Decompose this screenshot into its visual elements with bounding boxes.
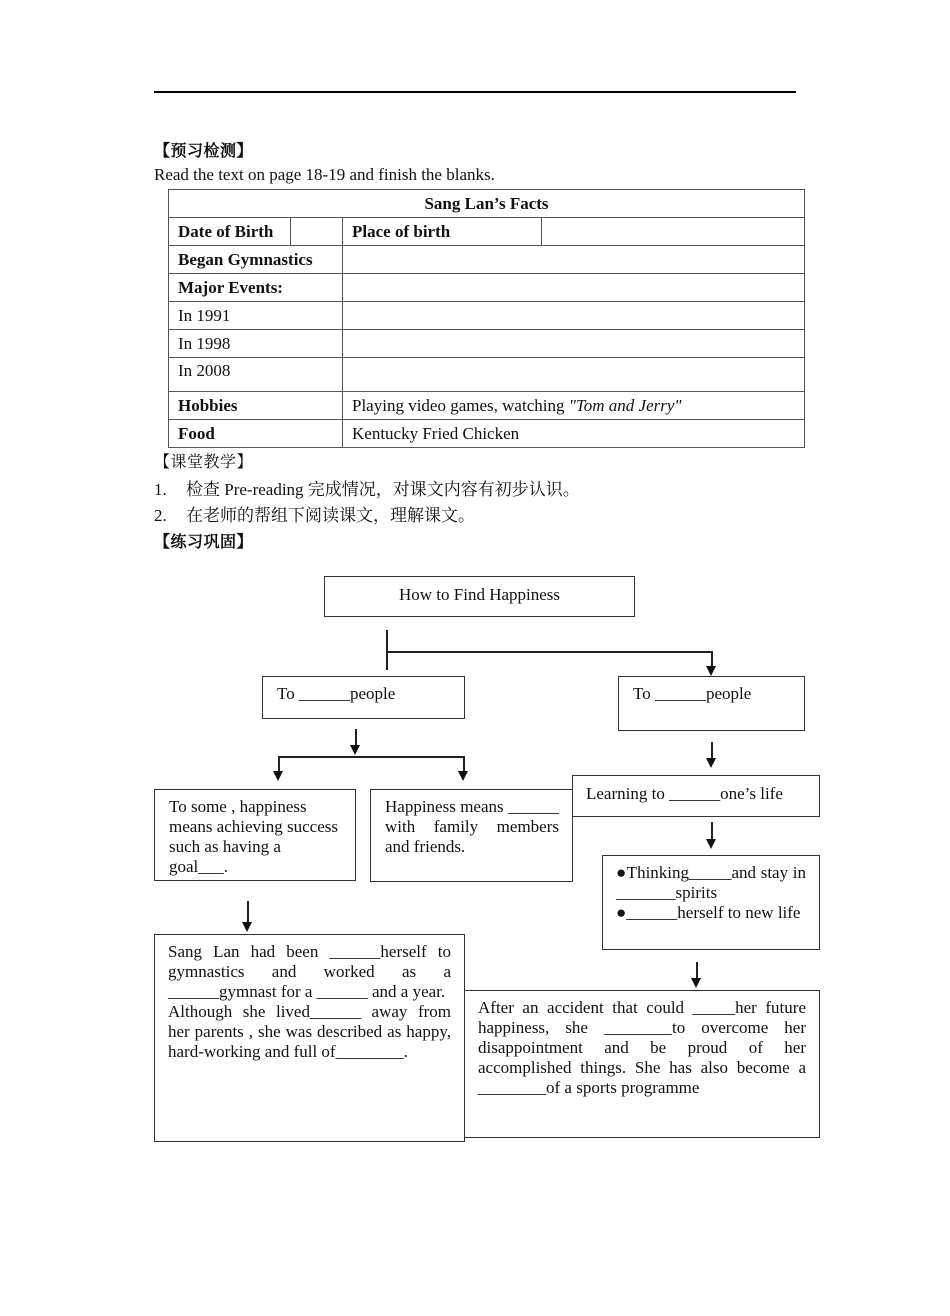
hobbies-show-title: "Tom and Jerry" [568, 395, 682, 415]
connector-line [386, 651, 712, 653]
family-node-line1: Happiness means ______ [385, 797, 559, 816]
began-gymnastics-label: Began Gymnastics [169, 246, 343, 274]
hobbies-text: Playing video games, watching [352, 395, 569, 415]
right-branch-node: To ______people [618, 676, 805, 731]
arrow-down-icon [350, 745, 360, 755]
list-item [154, 475, 580, 500]
section-heading-classroom-teaching: 【课堂教学】 [154, 452, 254, 471]
connector-line [278, 756, 464, 758]
instruction-text: Read the text on page 18-19 and finish the blanks. [154, 165, 495, 184]
place-of-birth-value[interactable] [542, 218, 805, 246]
connector-line [247, 901, 249, 923]
list-text: 在老师的帮组下阅读课文，理解课文。 [186, 506, 475, 525]
list-item [154, 501, 475, 526]
event-label: In 1998 [169, 330, 343, 358]
arrow-down-icon [706, 758, 716, 768]
connector-line [711, 742, 713, 759]
table-row [169, 302, 805, 330]
date-of-birth-label: Date of Birth [169, 218, 291, 246]
table-row [169, 330, 805, 358]
accident-recovery-node: After an accident that could _____her future happiness, she ________to overcome her disappointment and be proud of her accomplished things. She has also become a ________of a sports programme [464, 990, 820, 1138]
event-value[interactable] [343, 302, 805, 330]
root-node: How to Find Happiness [324, 576, 635, 617]
bullet-thinking: ●Thinking_____and stay in _______spirits [616, 863, 806, 902]
hobbies-label: Hobbies [169, 392, 343, 420]
place-of-birth-label: Place of birth [343, 218, 542, 246]
left-child-achievement-node: To some , happiness means achieving success such as having a goal___. [154, 789, 356, 881]
event-value[interactable] [343, 358, 805, 392]
list-number: 1. [154, 480, 167, 499]
sang-lan-gymnastics-node [154, 934, 465, 1142]
connector-line [355, 729, 357, 746]
arrow-down-icon [706, 839, 716, 849]
connector-line [386, 630, 388, 670]
arrow-down-icon [691, 978, 701, 988]
began-gymnastics-value[interactable] [343, 246, 805, 274]
list-number: 2. [154, 506, 167, 525]
food-value: Kentucky Fried Chicken [343, 420, 805, 448]
connector-line [696, 962, 698, 979]
arrow-down-icon [458, 771, 468, 781]
section-heading-practice: 【练习巩固】 [154, 532, 254, 551]
connector-line [463, 756, 465, 772]
table-title: Sang Lan’s Facts [169, 190, 805, 218]
sang-lan-facts-table [168, 189, 805, 448]
arrow-down-icon [242, 922, 252, 932]
event-label: In 2008 [169, 358, 343, 392]
hobbies-value [343, 392, 805, 420]
major-events-label: Major Events: [169, 274, 343, 302]
left-child-family-node [370, 789, 573, 882]
left-branch-node: To ______people [262, 676, 465, 719]
event-value[interactable] [343, 330, 805, 358]
right-child-thinking-node [602, 855, 820, 950]
major-events-value[interactable] [343, 274, 805, 302]
sang-lan-paragraph-2: Although she lived______ away from her parents , she was described as happy, hard-working and full of________. [168, 1002, 451, 1061]
table-row [169, 358, 805, 392]
sang-lan-paragraph-1: Sang Lan had been ______herself to gymnastics and worked as a ______gymnast for a ______ and a year. [168, 942, 451, 1001]
date-of-birth-value[interactable] [291, 218, 343, 246]
arrow-down-icon [706, 666, 716, 676]
connector-line [711, 822, 713, 840]
section-heading-preview-check: 【预习检测】 [154, 141, 254, 160]
list-text: 检查 Pre-reading 完成情况，对课文内容有初步认识。 [186, 480, 580, 499]
bullet-adapting: ●______herself to new life [616, 903, 801, 922]
right-child-enjoy-life-node: Learning to ______one’s life [572, 775, 820, 817]
connector-line [711, 651, 713, 667]
header-rule [154, 91, 796, 93]
arrow-down-icon [273, 771, 283, 781]
event-label: In 1991 [169, 302, 343, 330]
family-node-line2: with family members and friends. [385, 817, 559, 856]
food-label: Food [169, 420, 343, 448]
connector-line [278, 756, 280, 772]
